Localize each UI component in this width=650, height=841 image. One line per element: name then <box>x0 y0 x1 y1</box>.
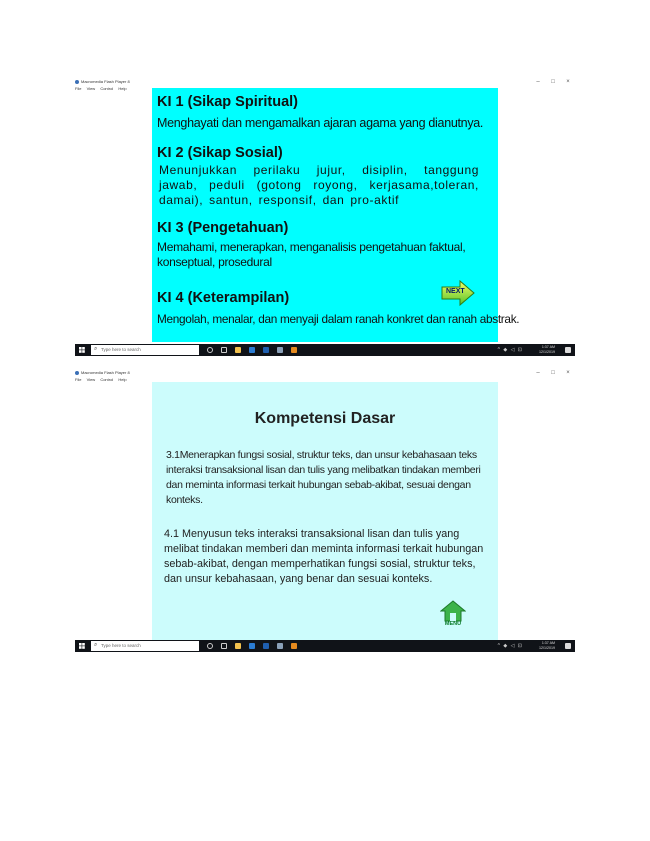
close-button[interactable]: × <box>566 370 570 376</box>
menu-file[interactable]: File <box>75 377 82 382</box>
close-button[interactable]: × <box>566 79 570 85</box>
minimize-button[interactable]: – <box>536 79 540 85</box>
next-label: NEXT <box>446 288 465 295</box>
app-icon[interactable] <box>291 643 297 649</box>
ki1-body: Menghayati dan mengamalkan ajaran agama yang dianutnya. <box>157 116 484 130</box>
search-icon: ⌕ <box>94 346 98 352</box>
next-button[interactable] <box>441 280 475 306</box>
slide-kompetensi-dasar <box>152 382 498 642</box>
menu-help[interactable]: Help <box>118 377 127 382</box>
edge-icon[interactable] <box>249 643 255 649</box>
clock-time: 1:37 AM <box>541 641 555 645</box>
maximize-button[interactable]: □ <box>551 370 555 376</box>
menu-label: MENU <box>444 621 462 627</box>
clock-date: 12/1/2019 <box>539 646 555 650</box>
window-title: Macromedia Flash Player 8 <box>81 79 130 84</box>
menu-view[interactable]: View <box>86 377 96 382</box>
maximize-button[interactable]: □ <box>551 79 555 85</box>
menu-bar <box>75 85 131 92</box>
search-placeholder: Type here to search <box>101 347 141 352</box>
ki2-title: KI 2 (Sikap Sosial) <box>157 145 283 161</box>
kd-4-1: 4.1 Menyusun teks interaksi transaksional lisan dan tulis yang melibat tindakan memberi dan meminta informasi terkait hubungan sebab-akibat, dengan memperhatikan fungsi sosial, struktur teks, dan unsur kebahasaan, yang benar dan sesuai konteks. <box>164 528 484 585</box>
kd-3-1: 3.1Menerapkan fungsi sosial, struktur teks, dan unsur kebahasaan teks interaksi transaksional lisan dan tulis yang melibatkan tindakan memberi dan meminta informasi terkait hubungan sebab-akibat, sesuai dengan konteks. <box>166 449 481 506</box>
clock[interactable] <box>539 345 555 355</box>
notification-icon[interactable] <box>565 643 571 649</box>
menu-view[interactable]: View <box>86 86 96 91</box>
screenshot-kd <box>75 369 575 652</box>
clock[interactable] <box>539 641 555 651</box>
search-placeholder: Type here to search <box>101 643 141 648</box>
ki3-title: KI 3 (Pengetahuan) <box>157 220 289 236</box>
flash-player-icon <box>75 371 79 375</box>
ki4-title: KI 4 (Keterampilan) <box>157 290 290 306</box>
flash-player-icon-taskbar[interactable] <box>277 643 283 649</box>
cortana-icon[interactable] <box>207 347 213 353</box>
menu-control[interactable]: Control <box>100 377 114 382</box>
search-icon: ⌕ <box>94 642 98 648</box>
menu-file[interactable]: File <box>75 86 82 91</box>
ki3-body: Memahami, menerapkan, menganalisis pengetahuan faktual, konseptual, prosedural <box>157 240 466 269</box>
ki4-body: Mengolah, menalar, dan menyaji dalam ranah konkret dan ranah abstrak. <box>157 312 520 326</box>
store-icon[interactable] <box>263 643 269 649</box>
minimize-button[interactable]: – <box>536 370 540 376</box>
app-icon[interactable] <box>291 347 297 353</box>
file-explorer-icon[interactable] <box>235 347 241 353</box>
cortana-icon[interactable] <box>207 643 213 649</box>
flash-player-icon <box>75 80 79 84</box>
task-view-icon[interactable] <box>221 643 227 649</box>
file-explorer-icon[interactable] <box>235 643 241 649</box>
kd-title: Kompetensi Dasar <box>254 410 396 427</box>
system-tray-icons[interactable]: ^ ◆ ◁ ⊡ <box>497 643 523 649</box>
menu-control[interactable]: Control <box>100 86 114 91</box>
clock-time: 1:37 AM <box>541 345 555 349</box>
taskbar <box>75 640 575 652</box>
task-view-icon[interactable] <box>221 347 227 353</box>
store-icon[interactable] <box>263 347 269 353</box>
flash-player-icon-taskbar[interactable] <box>277 347 283 353</box>
system-tray-icons[interactable]: ^ ◆ ◁ ⊡ <box>497 347 523 353</box>
ki2-body: Menunjukkan perilaku jujur, disiplin, tanggung jawab, peduli (gotong royong, kerjasama,toleran, damai), santun, responsif, dan pro-aktif <box>159 163 479 207</box>
menu-help[interactable]: Help <box>118 86 127 91</box>
taskbar-search-box[interactable] <box>91 345 199 355</box>
edge-icon[interactable] <box>249 347 255 353</box>
notification-icon[interactable] <box>565 347 571 353</box>
ki1-title: KI 1 (Sikap Spiritual) <box>157 94 298 110</box>
clock-date: 12/1/2019 <box>539 350 555 354</box>
window-titlebar <box>75 78 575 86</box>
screenshot-ki <box>75 78 575 356</box>
taskbar-search-box[interactable] <box>91 641 199 651</box>
windows-start-icon[interactable] <box>79 347 85 353</box>
slide-kompetensi-inti <box>152 88 520 342</box>
window-titlebar <box>75 369 575 377</box>
windows-start-icon[interactable] <box>79 643 85 649</box>
menu-bar <box>75 376 131 383</box>
menu-button[interactable] <box>440 600 466 630</box>
window-title: Macromedia Flash Player 8 <box>81 370 130 375</box>
taskbar <box>75 344 575 356</box>
home-icon <box>440 600 466 622</box>
